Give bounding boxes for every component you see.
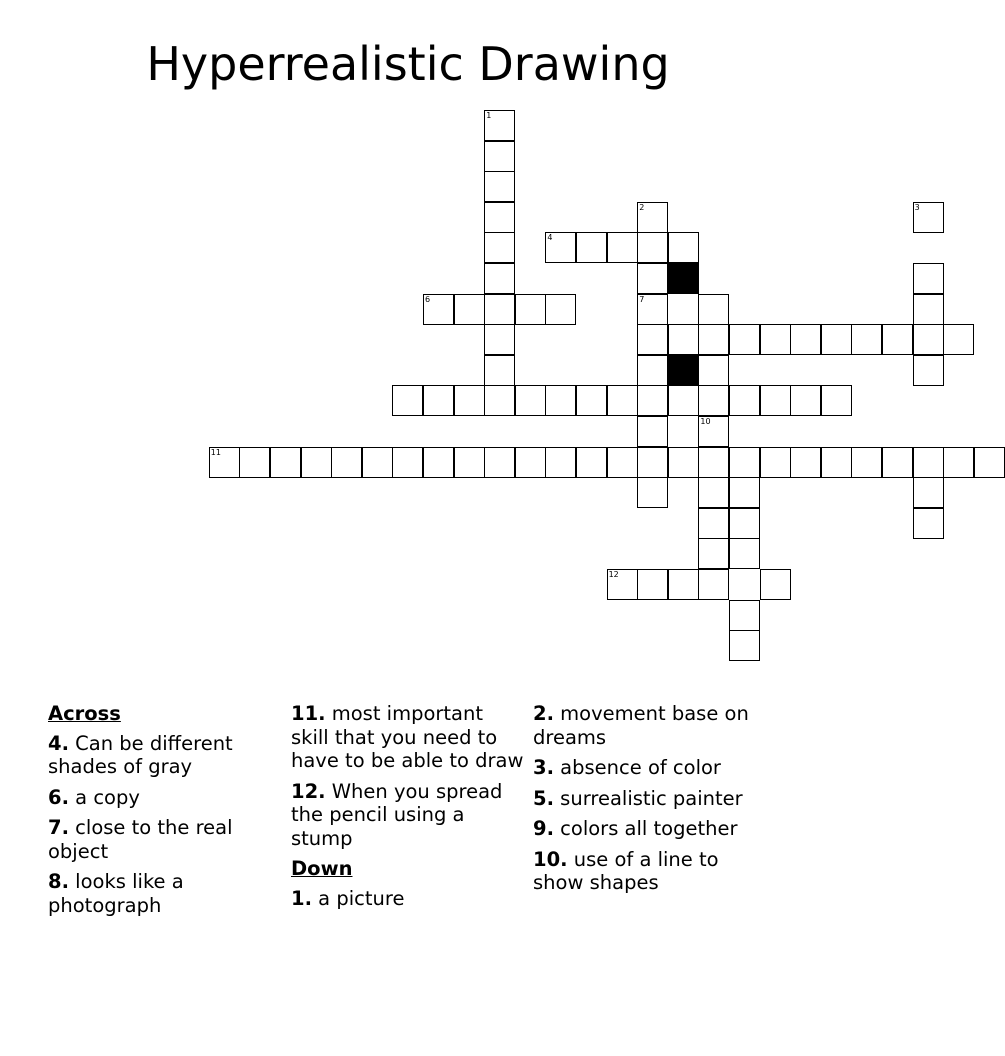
clue-column-2 (291, 702, 526, 917)
crossword-cell[interactable] (698, 385, 729, 416)
crossword-cell[interactable] (882, 324, 913, 355)
crossword-cell[interactable] (729, 477, 760, 508)
crossword-cell[interactable] (637, 569, 668, 600)
across-clue-list (48, 732, 283, 918)
crossword-cell[interactable] (760, 324, 791, 355)
clue-number: 9. (533, 817, 554, 840)
crossword-cell[interactable] (729, 508, 760, 539)
crossword-cell[interactable] (913, 355, 944, 386)
across-clue (291, 702, 526, 773)
crossword-cell[interactable] (484, 385, 515, 416)
crossword-cell[interactable] (790, 385, 821, 416)
crossword-cell[interactable] (576, 232, 607, 263)
crossword-cell[interactable] (668, 232, 699, 263)
crossword-cell[interactable] (790, 447, 821, 478)
crossword-cell[interactable] (729, 600, 760, 631)
crossword-cell[interactable] (698, 416, 729, 447)
clue-text: movement base on dreams (533, 702, 749, 749)
crossword-cell[interactable] (423, 385, 454, 416)
crossword-cell[interactable] (668, 385, 699, 416)
crossword-cell[interactable] (484, 232, 515, 263)
crossword-cell[interactable] (576, 385, 607, 416)
crossword-cell[interactable] (729, 324, 760, 355)
crossword-cell[interactable] (821, 385, 852, 416)
crossword-cell[interactable] (790, 324, 821, 355)
across-clue (48, 732, 283, 779)
across-clue (48, 870, 283, 917)
black-square (668, 355, 699, 386)
crossword-cell[interactable] (484, 447, 515, 478)
cell-number: 2 (639, 202, 645, 212)
clue-number: 1. (291, 886, 312, 910)
crossword-cell[interactable] (698, 294, 729, 325)
crossword-cell[interactable] (301, 447, 332, 478)
crossword-cell[interactable] (607, 447, 638, 478)
crossword-cell[interactable] (484, 324, 515, 355)
clue-text: use of a line to show shapes (533, 847, 719, 894)
crossword-cell[interactable] (515, 294, 546, 325)
crossword-cell[interactable] (637, 416, 668, 447)
crossword-cell[interactable] (913, 477, 944, 508)
cell-number: 6 (425, 294, 431, 304)
crossword-cell[interactable] (270, 447, 301, 478)
crossword-cell[interactable] (913, 263, 944, 294)
down-clue-list-continued (533, 702, 763, 895)
crossword-cell[interactable] (484, 171, 515, 202)
crossword-cell[interactable] (821, 324, 852, 355)
down-clue-list (291, 887, 526, 911)
cell-number: 4 (547, 233, 553, 243)
clue-number: 11. (291, 702, 326, 725)
cell-number: 11 (210, 447, 221, 457)
cell-number: 7 (639, 294, 645, 304)
clue-number: 7. (48, 816, 69, 839)
clue-number: 10. (533, 847, 568, 871)
crossword-cell[interactable] (607, 232, 638, 263)
clue-column-1 (48, 702, 283, 924)
cell-number: 12 (608, 570, 619, 579)
crossword-cell[interactable] (637, 202, 668, 233)
crossword-cell[interactable] (729, 630, 760, 661)
crossword-cell[interactable] (454, 385, 485, 416)
crossword-cell[interactable] (943, 447, 974, 478)
crossword-cell[interactable] (913, 294, 944, 325)
across-clue (48, 816, 283, 863)
crossword-cell[interactable] (392, 385, 423, 416)
clue-text: colors all together (553, 817, 738, 840)
clue-number: 12. (291, 779, 326, 803)
clue-number: 8. (48, 870, 69, 893)
crossword-cell[interactable] (454, 294, 485, 325)
crossword-cell[interactable] (515, 385, 546, 416)
crossword-cell[interactable] (209, 447, 240, 478)
crossword-cell[interactable] (913, 324, 944, 355)
crossword-cell[interactable] (423, 294, 454, 325)
crossword-cell[interactable] (698, 324, 729, 355)
clue-text: most important skill that you need to have to be able to draw (291, 702, 524, 772)
crossword-cell[interactable] (851, 324, 882, 355)
crossword-cell[interactable] (423, 447, 454, 478)
crossword-cell[interactable] (913, 508, 944, 539)
crossword-cell[interactable] (698, 538, 729, 569)
black-square (668, 263, 699, 294)
crossword-cell[interactable] (484, 202, 515, 233)
crossword-cell[interactable] (913, 202, 944, 233)
clue-column-3 (533, 702, 763, 902)
down-clue (291, 887, 526, 911)
crossword-cell[interactable] (576, 447, 607, 478)
crossword-cell[interactable] (392, 447, 423, 478)
across-clue (291, 780, 526, 851)
crossword-cell[interactable] (545, 447, 576, 478)
crossword-cell[interactable] (760, 385, 791, 416)
crossword-cell[interactable] (882, 447, 913, 478)
crossword-cell[interactable] (913, 447, 944, 478)
clue-text: a picture (311, 886, 405, 910)
crossword-cell[interactable] (545, 232, 576, 263)
crossword-cell[interactable] (668, 324, 699, 355)
crossword-cell[interactable] (454, 447, 485, 478)
crossword-cell[interactable] (637, 324, 668, 355)
down-clue (533, 848, 763, 895)
clue-text: When you spread the pencil using a stump (291, 779, 503, 850)
crossword-cell[interactable] (760, 447, 791, 478)
clue-number: 4. (48, 731, 69, 755)
crossword-cell[interactable] (484, 263, 515, 294)
across-clue-list-continued (291, 702, 526, 850)
cell-number: 1 (486, 111, 492, 120)
crossword-cell[interactable] (545, 385, 576, 416)
crossword-cell[interactable] (729, 447, 760, 478)
crossword-cell[interactable] (698, 477, 729, 508)
clue-number: 2. (533, 702, 554, 725)
down-clue (533, 787, 763, 811)
clue-text: close to the real object (48, 816, 233, 863)
crossword-cell[interactable] (331, 447, 362, 478)
clue-number: 3. (533, 756, 554, 779)
crossword-cell[interactable] (821, 447, 852, 478)
crossword-cell[interactable] (729, 385, 760, 416)
crossword-cell[interactable] (484, 141, 515, 172)
crossword-cell[interactable] (637, 447, 668, 478)
crossword-cell[interactable] (943, 324, 974, 355)
down-clue (533, 756, 763, 780)
crossword-cell[interactable] (974, 447, 1005, 478)
across-clue (48, 786, 283, 810)
clue-text: Can be different shades of gray (48, 731, 233, 778)
crossword-cell[interactable] (698, 447, 729, 478)
clue-number: 6. (48, 785, 69, 809)
crossword-cell[interactable] (239, 447, 270, 478)
cell-number: 3 (914, 202, 920, 212)
down-clue (533, 817, 763, 841)
crossword-cell[interactable] (760, 569, 791, 600)
across-heading: Across (48, 702, 121, 725)
crossword-cell[interactable] (698, 355, 729, 386)
crossword-cell[interactable] (362, 447, 393, 478)
crossword-cell[interactable] (484, 355, 515, 386)
crossword-cell[interactable] (637, 294, 668, 325)
crossword-cell[interactable] (637, 385, 668, 416)
crossword-cell[interactable] (607, 569, 638, 600)
clue-text: a copy (68, 785, 140, 809)
crossword-cell[interactable] (545, 294, 576, 325)
clue-text: surrealistic painter (553, 786, 743, 810)
crossword-cell[interactable] (637, 477, 668, 508)
clue-number: 5. (533, 786, 554, 810)
crossword-cell[interactable] (729, 538, 760, 569)
crossword-cell[interactable] (637, 355, 668, 386)
clue-text: looks like a photograph (48, 870, 184, 917)
crossword-cell[interactable] (607, 385, 638, 416)
crossword-cell[interactable] (698, 569, 729, 600)
crossword-cell[interactable] (851, 447, 882, 478)
cell-number: 10 (700, 417, 711, 426)
crossword-cell[interactable] (668, 569, 699, 600)
crossword-cell[interactable] (484, 294, 515, 325)
crossword-cell[interactable] (637, 232, 668, 263)
crossword-cell[interactable] (698, 508, 729, 539)
crossword-cell[interactable] (515, 447, 546, 478)
crossword-cell[interactable] (668, 447, 699, 478)
crossword-cell[interactable] (484, 110, 515, 141)
down-clue (533, 702, 763, 749)
crossword-cell[interactable] (637, 263, 668, 294)
clue-text: absence of color (553, 756, 721, 779)
puzzle-title: Hyperrealistic Drawing (146, 37, 670, 91)
down-heading: Down (291, 857, 353, 880)
